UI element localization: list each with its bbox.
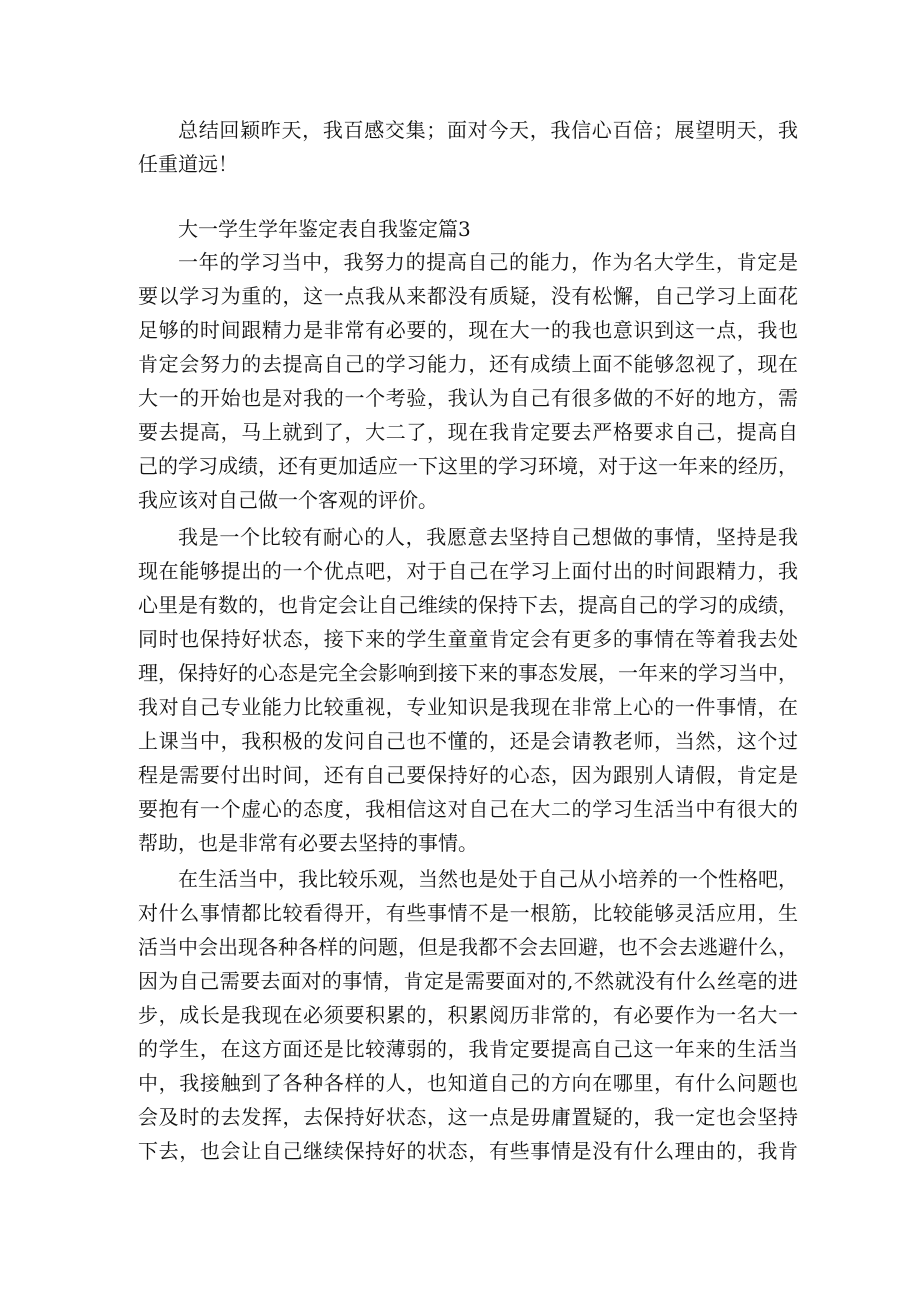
paragraph-line: 我是一个比较有耐心的人，我愿意去坚持自己想做的事情，坚持是我 [178,525,798,549]
paragraph-line: 心里是有数的，也肯定会让自己维续的保持下去，提高自己的学习的成绩， [138,593,798,617]
paragraph-line: 肯定会努力的去提高自己的学习能力，还有成绩上面不能够忽视了，现在 [138,352,798,376]
paragraph-line: 因为自己需要去面对的事情，肯定是需要面对的,不然就没有什么丝亳的进 [138,969,798,993]
paragraph-line: 会及时的去发挥，去保持好状态，这一点是毋庸置疑的，我一定也会坚持 [138,1105,798,1129]
paragraph-line: 要去提高，马上就到了，大二了，现在我肯定要去严格要求自己，提高自 [138,420,798,444]
paragraph-line: 己的学习成绩，还有更加适应一下这里的学习环境，对于这一年来的经历， [138,454,798,478]
paragraph-line: 的学生，在这方面还是比较薄弱的，我肯定要提高自己这一年来的生活当 [138,1037,798,1061]
paragraph-line: 一年的学习当中，我努力的提高自己的能力，作为名大学生，肯定是 [178,250,798,274]
paragraph-line: 我应该对自己做一个客观的评价。 [138,488,438,512]
paragraph-line: 活当中会出现各种各样的问题，但是我都不会去回避，也不会去逃避什么， [138,935,798,959]
paragraph-line: 大一的开始也是对我的一个考验，我认为自己有很多做的不好的地方，需 [138,386,798,410]
paragraph-line: 现在能够提出的一个优点吧，对于自己在学习上面付出的时间跟精力，我 [138,559,798,583]
paragraph-line: 同时也保持好状态，接下来的学生童童肯定会有更多的事情在等着我去处 [138,627,798,651]
paragraph-line: 在生活当中，我比较乐观，当然也是处于自己从小培养的一个性格吧， [178,867,798,891]
paragraph-line: 理，保持好的心态是完全会影响到接下来的事态发展，一年来的学习当中， [138,661,798,685]
section-heading: 大一学生学年鉴定表自我鉴定篇3 [178,217,471,241]
paragraph-line: 要抱有一个虚心的态度，我相信这对自己在大二的学习生活当中有很大的 [138,797,798,821]
intro-line-1: 总结回颖昨天，我百感交集；面对今天，我信心百倍；展望明天，我 [178,118,798,142]
paragraph-line: 帮助，也是非常有必要去坚持的事情。 [138,831,478,855]
paragraph-line: 上课当中，我积极的发问自己也不懂的，还是会请教老师，当然，这个过 [138,729,798,753]
paragraph-line: 程是需要付出时间，还有自己要保持好的心态，因为跟别人请假，肯定是 [138,763,798,787]
paragraph-line: 足够的时间跟精力是非常有必要的，现在大一的我也意识到这一点，我也 [138,318,798,342]
intro-line-2: 任重道远！ [138,152,238,176]
paragraph-line: 要以学习为重的，这一点我从来都没有质疑，没有松懈，自己学习上面花 [138,284,798,308]
paragraph-line: 对什么事情都比较看得开，有些事情不是一根筋，比较能够灵活应用，生 [138,901,798,925]
paragraph-line: 下去，也会让自己继续保持好的状态，有些事情是没有什么理由的，我肯 [138,1139,798,1163]
paragraph-line: 中，我接触到了各种各样的人，也知道自己的方向在哪里，有什么问题也 [138,1071,798,1095]
paragraph-line: 我对自己专业能力比较重视，专业知识是我现在非常上心的一件事情，在 [138,695,798,719]
paragraph-line: 步，成长是我现在必须要积累的，积累阅历非常的，有必要作为一名大一 [138,1003,798,1027]
